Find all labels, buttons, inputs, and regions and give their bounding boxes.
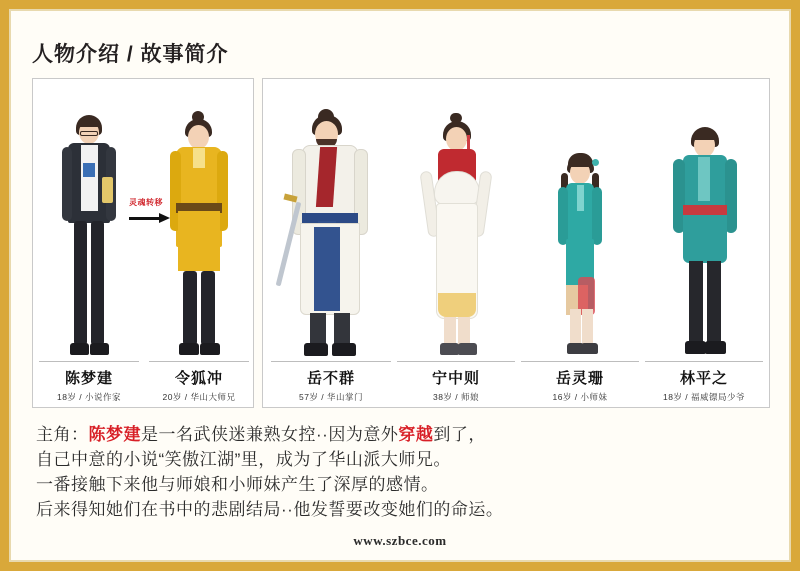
character-artwork [397,103,515,359]
story-description [36,422,772,522]
character-subtitle: 20岁 / 华山大师兄 [162,392,236,402]
character-card [645,103,763,403]
character-name: 岳灵珊 [521,361,639,388]
character-artwork [271,103,391,359]
left-character-panel [32,78,254,408]
character-card [271,103,391,403]
character-subtitle: 18岁 / 福威镖局少爷 [662,392,746,402]
character-name: 林平之 [645,361,763,388]
desc-protagonist-name: 陈梦建 [88,425,141,444]
description-line-3: 一番接触下来他与师娘和小师妹产生了深厚的感情。 [36,475,439,494]
soul-transfer-label: 灵魂转移 [129,198,163,207]
desc-keyword-transmigration: 穿越 [398,425,434,444]
content-area [14,14,786,557]
character-artwork [39,101,139,359]
desc-middle: 是一名武侠迷兼熟女控··因为意外 [141,425,399,444]
description-line-1 [36,422,772,447]
character-artwork [521,103,639,359]
character-artwork [149,101,249,359]
character-subtitle: 38岁 / 师娘 [432,392,480,402]
desc-suffix: 到了， [433,425,486,444]
description-line-4: 后来得知她们在书中的悲剧结局··他发誓要改变她们的命运。 [36,500,504,519]
desc-prefix: 主角： [36,425,89,444]
right-character-panel [262,78,770,408]
character-subtitle: 57岁 / 华山掌门 [298,392,364,402]
watermark: www.szbce.com [353,533,447,548]
character-subtitle: 18岁 / 小说作家 [56,392,122,402]
description-line-2: 自己中意的小说“笑傲江湖”里，成为了华山派大师兄。 [36,450,451,469]
character-card [397,103,515,403]
character-name: 宁中则 [397,361,515,388]
character-card [521,103,639,403]
character-card [39,101,139,403]
character-subtitle: 16岁 / 小师妹 [552,392,608,402]
character-name: 令狐冲 [149,361,249,388]
character-card [149,101,249,403]
page-title: 人物介绍 / 故事简介 [32,43,229,66]
character-name: 岳不群 [271,361,391,388]
character-name: 陈梦建 [39,361,139,388]
character-artwork [645,103,763,359]
